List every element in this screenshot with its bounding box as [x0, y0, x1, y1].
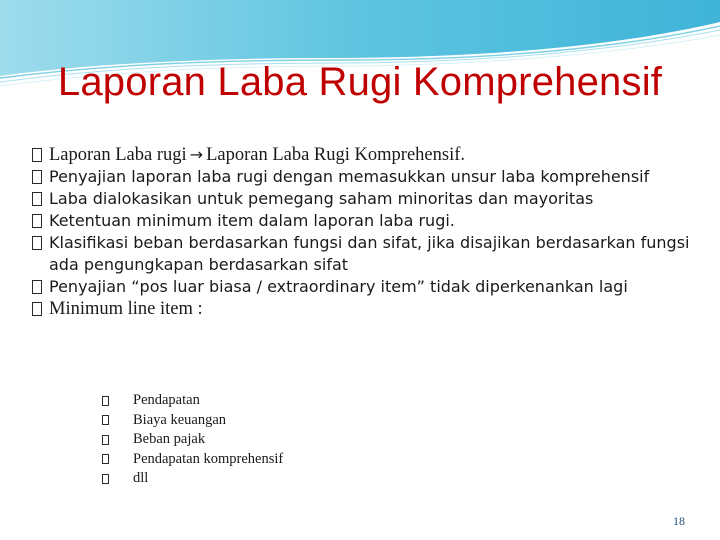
arrow-right-icon: →	[189, 145, 204, 164]
bullet-text: Laba dialokasikan untuk pemegang saham minoritas dan mayoritas	[49, 189, 594, 208]
bullet-box-icon	[32, 148, 42, 162]
sub-list-item	[102, 411, 283, 431]
bullet-box-icon	[32, 192, 42, 206]
sub-item-text: dll	[133, 470, 149, 487]
bullet-item	[32, 298, 692, 320]
bullet-item	[32, 166, 692, 188]
bullet-item	[32, 188, 692, 210]
bullet-item	[32, 144, 692, 166]
bullet-list	[32, 144, 692, 320]
sub-item-text: Biaya keuangan	[133, 411, 227, 428]
sub-item-text: Pendapatan komprehensif	[133, 450, 284, 467]
sub-list-item	[102, 391, 283, 411]
sub-bullet-box-icon	[102, 474, 109, 484]
slide-title: Laporan Laba Rugi Komprehensif	[57, 60, 663, 104]
bullet-item	[32, 276, 692, 298]
bullet-text-post: Laporan Laba Rugi Komprehensif.	[206, 145, 465, 165]
sub-bullet-box-icon	[102, 415, 109, 425]
sub-list-item	[102, 469, 283, 489]
sub-bullet-box-icon	[102, 435, 109, 445]
bullet-text-pre: Laporan Laba rugi	[49, 145, 187, 165]
bullet-box-icon	[32, 236, 42, 250]
bullet-item	[32, 210, 692, 232]
bullet-box-icon	[32, 302, 42, 316]
bullet-box-icon	[32, 280, 42, 294]
bullet-text: Minimum line item :	[49, 299, 203, 319]
sub-bullet-list	[102, 391, 283, 489]
sub-bullet-box-icon	[102, 396, 109, 406]
bullet-box-icon	[32, 170, 42, 184]
page-number: 18	[673, 514, 685, 528]
bullet-text: Penyajian laporan laba rugi dengan memasukkan unsur laba komprehensif	[49, 167, 650, 186]
sub-item-text: Pendapatan	[133, 392, 200, 409]
bullet-text: Ketentuan minimum item dalam laporan laba rugi.	[49, 211, 455, 230]
bullet-text: Klasifikasi beban berdasarkan fungsi dan sifat, jika disajikan berdasarkan fungsi ada pengungkapan berdasarkan sifat	[49, 233, 690, 274]
sub-list-item	[102, 430, 283, 450]
sub-list-item	[102, 450, 283, 470]
sub-bullet-box-icon	[102, 454, 109, 464]
sub-item-text: Beban pajak	[133, 431, 206, 448]
bullet-item	[32, 232, 692, 276]
bullet-text: Penyajian “pos luar biasa / extraordinary item” tidak diperkenankan lagi	[49, 277, 628, 296]
bullet-box-icon	[32, 214, 42, 228]
